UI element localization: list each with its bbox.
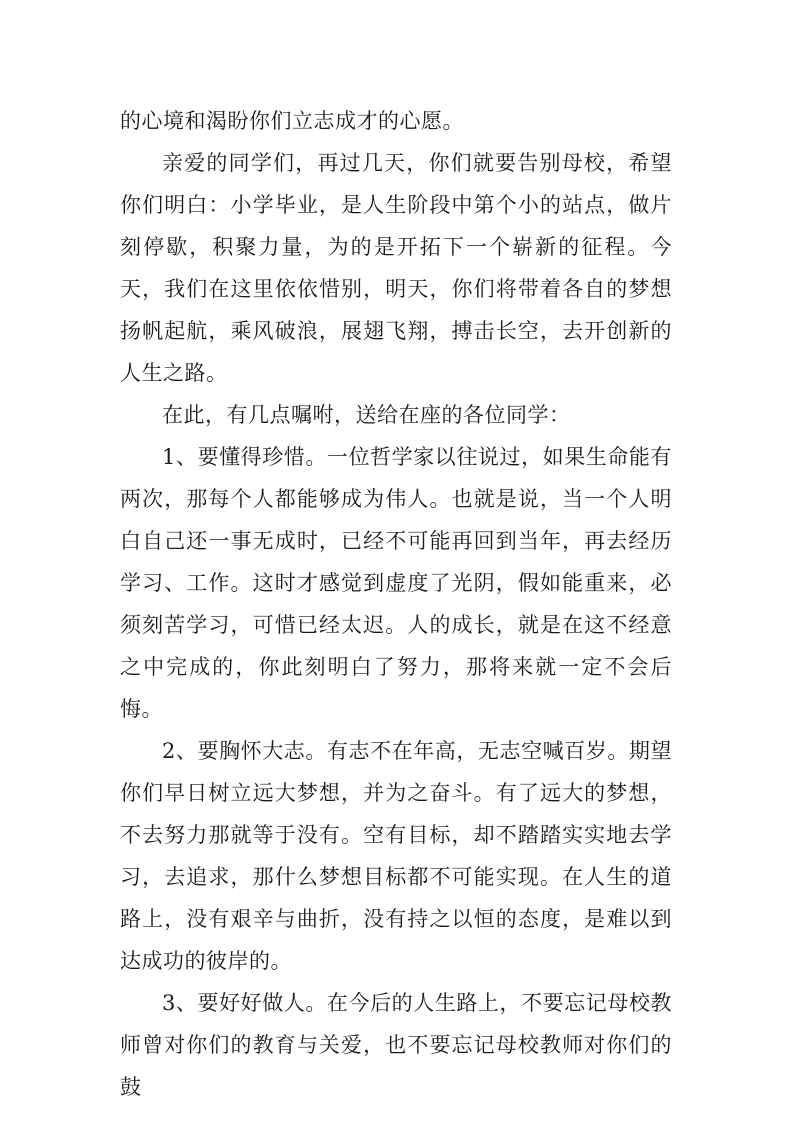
paragraph-point-2: 2、要胸怀大志。有志不在年高，无志空喊百岁。期望你们早日树立远大梦想，并为之奋斗。有了远大的梦想，不去努力那就等于没有。空有目标，却不踏踏实实地去学习，去追求，那什么梦想目标都不可能实现。在人生的道路上，没有艰辛与曲折，没有持之以恒的态度，是难以到达成功的彼岸的。 (120, 739, 672, 973)
document-page (120, 100, 672, 1108)
paragraph-intro: 在此，有几点嘱咐，送给在座的各位同学： (162, 403, 571, 427)
paragraph-continuation: 的心境和渴盼你们立志成才的心愿。 (120, 109, 464, 133)
paragraph-point-3: 3、要好好做人。在今后的人生路上，不要忘记母校教师曾对你们的教育与关爱，也不要忘记母校教师对你们的鼓 (120, 991, 672, 1099)
paragraph-farewell: 亲爱的同学们，再过几天，你们就要告别母校，希望你们明白：小学毕业，是人生阶段中第个小的站点，做片刻停歇，积聚力量，为的是开拓下一个崭新的征程。今天，我们在这里依依惜别，明天，你们将带着各自的梦想扬帆起航，乘风破浪，展翅飞翔，搏击长空，去开创新的人生之路。 (120, 151, 672, 385)
paragraph-point-1: 1、要懂得珍惜。一位哲学家以往说过，如果生命能有两次，那每个人都能够成为伟人。也就是说，当一个人明白自己还一事无成时，已经不可能再回到当年，再去经历学习、工作。这时才感觉到虚度了光阴，假如能重来，必须刻苦学习，可惜已经太迟。人的成长，就是在这不经意之中完成的，你此刻明白了努力，那将来就一定不会后悔。 (120, 445, 672, 721)
